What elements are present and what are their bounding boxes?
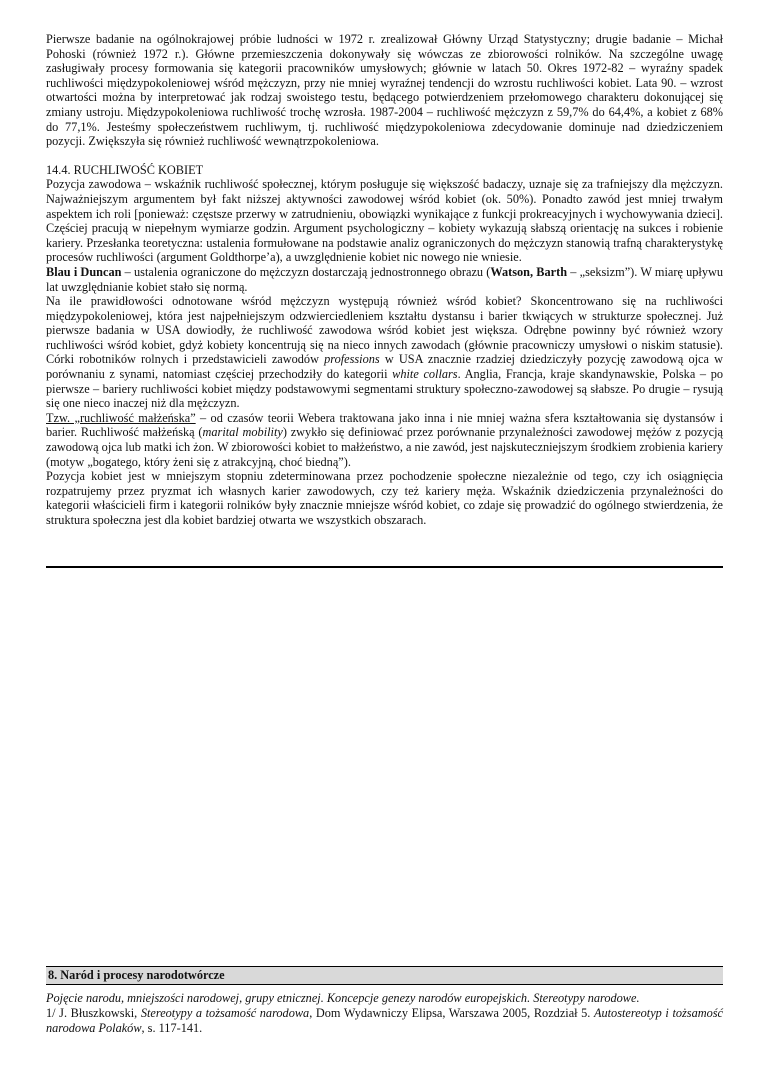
underlined-term: Tzw. „ruchliwość małżeńska” [46, 410, 196, 425]
text-run: 1/ J. Błuszkowski, [46, 1006, 141, 1020]
paragraph-pozycja-zawodowa: Pozycja zawodowa – wskaźnik ruchliwość społecznej, którym posługuje się większość badaczy, uznaje się za trafniejszy dla mężczyzn. Najważniejszym argumentem był fakt niższej aktywności zawodowej wśród kobiet (ok. 50%). Ponadto zawód jest mniej trwałym aspektem ich roli [ponieważ: częstsze przerwy w zatrudnieniu, obowiązki wynikające z funkcji prokreacyjnych i wychowywania dzieci]. Częściej pracują w niepełnym wymiarze godzin. Argument psychologiczny – kobiety wykazują słabszą orientację na sukces i robienie kariery. Przesłanka teoretyczna: ustalenia formułowane na podstawie analiz ograniczonych do mężczyzn stanowią trafną charakterystykę procesów ruchliwości (argument Goldthorpe’a), a uwzględnienie kobiet nic nowego nie wniesie. [46, 177, 723, 265]
chapter-title: Autostereotyp i tożsamość narodowa Polaków [46, 1006, 723, 1035]
section-topics: Pojęcie narodu, mniejszości narodowej, grupy etnicznej. Koncepcje genezy narodów europejskich. Stereotypy narodowe. [46, 991, 640, 1005]
bold-authors-watson-barth: Watson, Barth [490, 264, 568, 279]
italic-term-marital-mobility: marital mobility [202, 425, 283, 440]
italic-term-professions: professions [324, 352, 380, 367]
section-title-bar: 8. Naród i procesy narodotwórcze [46, 966, 723, 985]
italic-term-white-collars: white collars [392, 367, 458, 382]
intro-paragraph: Pierwsze badanie na ogólnokrajowej próbie ludności w 1972 r. zrealizował Główny Urząd Statystyczny; drugie badanie – Michał Pohoski (również 1972 r.). Główne przemieszczenia dokonywały się wówczas ze zbiorowości rolników. Na szczególne uwagę zasługiwały procesy formowania się kategorii pracowników umysłowych; głównie w latach 50. Okres 1972-82 – wyraźny spadek ruchliwości międzypokoleniowej wśród mężczyzn, przy nie mniej wyraźnej tendencji do wzrostu ruchliwości kobiet. Lata 90. – wzrost otwartości można by interpretować jak rodzaj swoistego testu, będącego potwierdzeniem przełomowego charakteru dokonującej się zmiany ustroju. Międzypokoleniowa ruchliwość trochę wzrosła. 1987-2004 – ruchliwość mężczyzn z 59,7% do 64,4%, a kobiet z 68% do 77,1%. Jesteśmy społeczeństwem ruchliwym, tj. ruchliwość międzypokoleniowa zdecydowanie dominuje nad dziedziczeniem pozycji. Zwiększyła się również ruchliwość wewnątrzpokoleniowa. [46, 32, 723, 149]
text-run: , s. 117-141. [141, 1021, 203, 1035]
text-run: , Dom Wydawniczy Elipsa, Warszawa 2005, Rozdział 5. [309, 1006, 594, 1020]
text-run: Na ile prawidłowości odnotowane wśród mężczyzn występują również wśród kobiet? Skoncentrowano się na ruchliwości międzypokoleniowej, która jest najpełniejszym odzwierciedleniem kształtu dystansu i barier tkwiących w strukturze społecznej. Już pierwsze badania w USA dowiodły, że ruchliwość zawodowa wśród kobiet jest większa. Odrębne powinny być również wzory ruchliwości wśród kobiet, gdyż kobiety koncentrują się na nieco innych zawodach (głównie pracowniczy umysłowi o niskim statusie). Córki robotników rolnych i przedstawicieli zawodów [46, 294, 723, 367]
paragraph-blau-duncan [46, 265, 723, 294]
paragraph-ruchliwosc-malzenska [46, 411, 723, 469]
paragraph-pozycja-kobiet: Pozycja kobiet jest w mniejszym stopniu zdeterminowana przez pochodzenie społeczne niezależnie od tego, czy ich osiągnięcia rozpatrujemy przez pryzmat ich własnych karier zawodowych, czy też kariery męża. Wskaźnik dziedziczenia przynależności do kategorii właścicieli firm i kategorii rolników były znacznie mniejsze wśród kobiet, co zdaje się prowadzić do ogólnego stwierdzenia, że struktura społeczna jest dla kobiet bardziej otwarta we wszystkich obszarach. [46, 469, 723, 527]
paragraph-prawidlowosci [46, 294, 723, 411]
section-8-block [46, 966, 723, 1036]
text-run: – od czasów teorii Webera traktowana jako inna i nie mniej ważna sfera kształtowania się dystansów i barier. Ruchliwość małżeńską ( [46, 410, 723, 440]
text-run: . Anglia, Francja, kraje skandynawskie, Polska – po pierwsze – bariery ruchliwości kobiet między podstawowymi segmentami struktury społeczno-zawodowej są słabsze. Po drugie – rysują się one nieco inaczej niż dla mężczyzn. [46, 367, 724, 411]
bold-authors-blau-duncan: Blau i Duncan [46, 264, 122, 279]
reading-reference [46, 1006, 723, 1036]
section-divider [46, 566, 723, 568]
text-run: ) zwykło się definiować przez porównanie przynależności zawodowej mężów z pozycją zawodową ojca lub matki ich żon. W zbiorowości kobiet to małżeństwo, a nie zawód, jest najskuteczniejszym środkiem zrobienia kariery (motyw „bogatego, który żeni się z atrakcyjną, choć biedną”). [46, 425, 723, 469]
text-run: – ustalenia ograniczone do mężczyzn dostarczają jednostronnego obrazu ( [121, 264, 491, 279]
text-run: w USA znacznie rzadziej dziedziczyły pozycję zawodową ojca w porównaniu z synami, natomiast częściej przechodziły do kategorii [46, 352, 723, 382]
text-run: – „seksizm”). W miarę upływu lat uwzględnianie kobiet stało się normą. [46, 264, 723, 294]
document-body [46, 32, 723, 528]
section-heading-ruchliwosc-kobiet: 14.4. RUCHLIWOŚĆ KOBIET [46, 162, 204, 177]
book-title: Stereotypy a tożsamość narodowa [140, 1006, 310, 1020]
